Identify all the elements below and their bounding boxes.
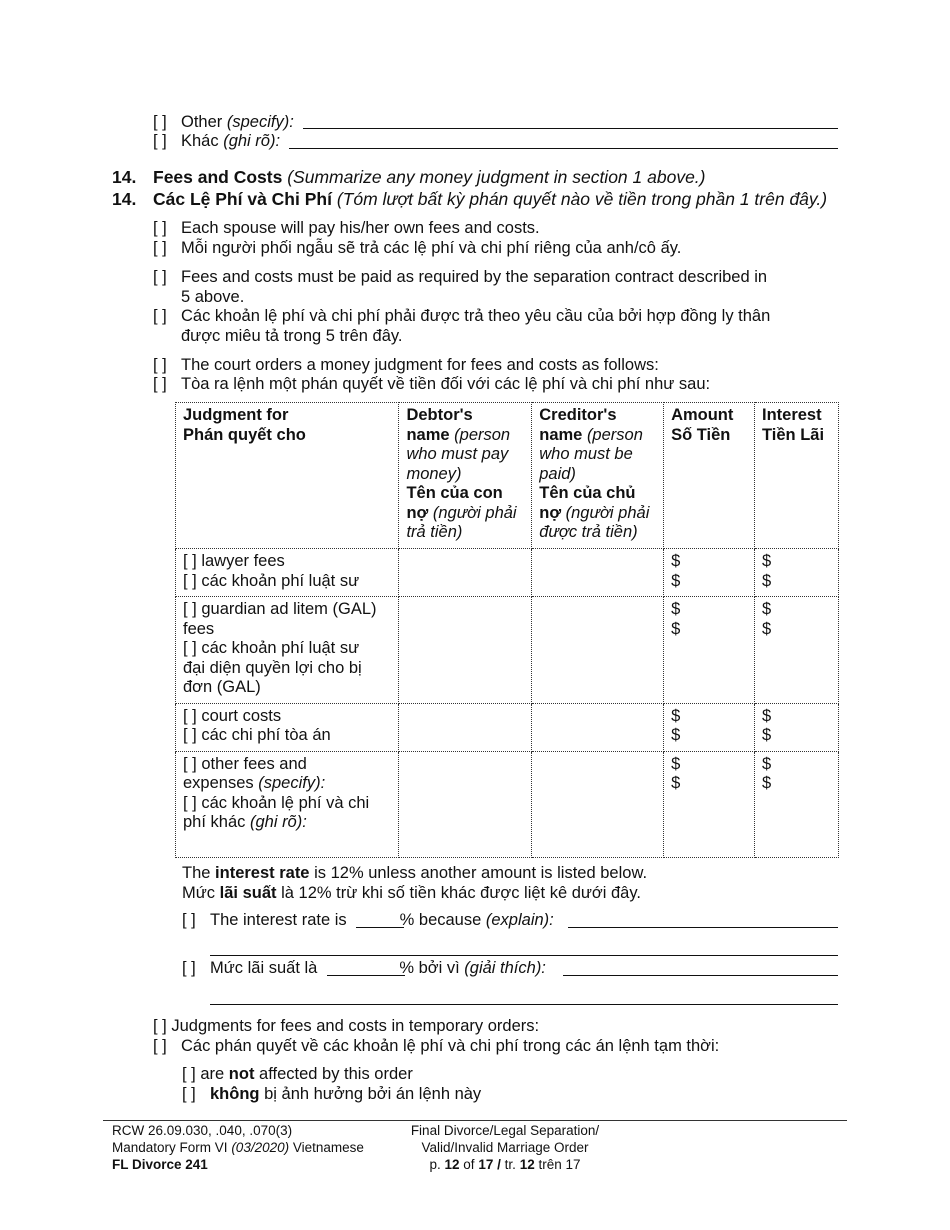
- debtor-cell[interactable]: [399, 703, 532, 751]
- checkbox[interactable]: [ ]: [153, 219, 167, 237]
- interest-cell[interactable]: $ $: [755, 751, 839, 857]
- checkbox[interactable]: [ ]: [153, 113, 167, 131]
- option-own-fees-vi: [ ] Mỗi người phối ngẫu sẽ trả các lệ phí và chi phí riêng của anh/cô ấy.: [153, 239, 682, 257]
- header-interest: Interest Tiền Lãi: [755, 403, 839, 549]
- interest-rate-vi: [ ] Mức lãi suất là % bởi vì (giải thích):: [182, 959, 546, 977]
- other-specify-vi-line[interactable]: [289, 148, 838, 149]
- section-title-vi: Các Lệ Phí và Chi Phí (Tóm lượt bất kỳ phán quyết nào về tiền trong phần 1 trên đây.): [153, 189, 828, 209]
- footer-title-l1: Final Divorce/Legal Separation/: [410, 1123, 600, 1138]
- interest-cell[interactable]: $ $: [755, 549, 839, 597]
- row-gal-fees[interactable]: [ ] guardian ad litem (GAL) fees [ ] các khoản phí luật sư đại diện quyền lợi cho bị đơn (GAL): [176, 597, 399, 704]
- interest-explain-vi-line[interactable]: [563, 975, 838, 976]
- row-lawyer-fees[interactable]: [ ] lawyer fees [ ] các khoản phí luật sư: [176, 549, 399, 597]
- option-money-judgment-en: [ ] The court orders a money judgment for fees and costs as follows:: [153, 356, 659, 374]
- creditor-cell[interactable]: [532, 751, 664, 857]
- debtor-cell[interactable]: [399, 751, 532, 857]
- checkbox[interactable]: [ ]: [182, 1085, 196, 1103]
- checkbox[interactable]: [ ]: [153, 375, 167, 393]
- option-money-judgment-vi: [ ] Tòa ra lệnh một phán quyết về tiền đối với các lệ phí và chi phí như sau:: [153, 375, 711, 393]
- checkbox[interactable]: [ ]: [153, 1037, 167, 1055]
- interest-cell[interactable]: $ $: [755, 597, 839, 704]
- table-row: [176, 597, 839, 704]
- footer-mandatory-form: Mandatory Form VI (03/2020) Vietnamese: [112, 1140, 364, 1155]
- footer-divider: [103, 1120, 847, 1121]
- interest-explain-en-line-2[interactable]: [210, 955, 838, 956]
- header-judgment-for: Judgment for Phán quyết cho: [176, 403, 399, 549]
- other-specify-vi: [ ] Khác (ghi rõ):: [153, 132, 281, 150]
- temporary-orders-vi: [ ] Các phán quyết về các khoản lệ phí và chi phí trong các án lệnh tạm thời:: [153, 1037, 720, 1055]
- row-court-costs[interactable]: [ ] court costs [ ] các chi phí tòa án: [176, 703, 399, 751]
- judgment-table: [175, 402, 839, 858]
- interest-note-en: The interest rate is 12% unless another amount is listed below.: [182, 864, 648, 882]
- temporary-orders-en[interactable]: [ ] Judgments for fees and costs in temporary orders:: [153, 1017, 540, 1035]
- row-other-fees[interactable]: [ ] other fees and expenses (specify): [ ] các khoản lệ phí và chi phí khác (ghi rõ):: [176, 751, 399, 857]
- footer-rcw: RCW 26.09.030, .040, .070(3): [112, 1123, 293, 1138]
- checkbox[interactable]: [ ]: [182, 911, 196, 929]
- header-amount: Amount Số Tiền: [664, 403, 755, 549]
- amount-cell[interactable]: $ $: [664, 597, 755, 704]
- debtor-cell[interactable]: [399, 597, 532, 704]
- other-specify-en: [ ] Other (specify):: [153, 113, 294, 131]
- creditor-cell[interactable]: [532, 703, 664, 751]
- table-header-row: [176, 403, 839, 549]
- table-row: [176, 703, 839, 751]
- option-separation-contract-en: [ ] Fees and costs must be paid as required by the separation contract described in: [153, 268, 768, 286]
- footer-left: [112, 1122, 364, 1173]
- checkbox[interactable]: [ ]: [153, 132, 167, 150]
- header-debtor-name: Debtor's name (person who must pay money) Tên của con nợ (người phải trả tiền): [399, 403, 532, 549]
- interest-rate-en-blank[interactable]: [356, 927, 404, 928]
- interest-explain-en-line[interactable]: [568, 927, 838, 928]
- option-separation-contract-en-l2: 5 above.: [181, 288, 245, 306]
- checkbox[interactable]: [ ]: [153, 239, 167, 257]
- option-own-fees-en: [ ] Each spouse will pay his/her own fees and costs.: [153, 219, 540, 237]
- other-specify-en-line[interactable]: [303, 128, 838, 129]
- option-separation-contract-vi-l2: được miêu tả trong 5 trên đây.: [181, 327, 403, 345]
- interest-note-vi: Mức lãi suất là 12% trừ khi số tiền khác được liệt kê dưới đây.: [182, 884, 641, 902]
- table-row: [176, 751, 839, 857]
- interest-rate-en: [ ] The interest rate is % because (explain):: [182, 911, 554, 929]
- header-creditor-name: Creditor's name (person who must be paid) Tên của chủ nợ (người phải được trả tiền): [532, 403, 664, 549]
- interest-cell[interactable]: $ $: [755, 703, 839, 751]
- checkbox[interactable]: [ ]: [182, 959, 196, 977]
- not-affected-en[interactable]: [ ] are not affected by this order: [182, 1065, 413, 1083]
- checkbox[interactable]: [ ]: [153, 356, 167, 374]
- footer-form-id: FL Divorce 241: [112, 1157, 208, 1172]
- amount-cell[interactable]: $ $: [664, 549, 755, 597]
- checkbox[interactable]: [ ]: [153, 307, 167, 325]
- section-number: 14.: [112, 167, 137, 187]
- amount-cell[interactable]: $ $: [664, 703, 755, 751]
- amount-cell[interactable]: $ $: [664, 751, 755, 857]
- creditor-cell[interactable]: [532, 549, 664, 597]
- not-affected-vi: [ ] không bị ảnh hưởng bởi án lệnh này: [182, 1085, 482, 1103]
- table-row: [176, 549, 839, 597]
- interest-rate-vi-blank[interactable]: [327, 975, 405, 976]
- interest-explain-vi-line-2[interactable]: [210, 1004, 838, 1005]
- option-separation-contract-vi: [ ] Các khoản lệ phí và chi phí phải được trả theo yêu cầu của bởi hợp đồng ly thân: [153, 307, 771, 325]
- section-title-en: Fees and Costs (Summarize any money judgment in section 1 above.): [153, 167, 706, 187]
- footer-center: [380, 1122, 630, 1173]
- footer-title-l2: Valid/Invalid Marriage Order: [421, 1140, 589, 1155]
- section-number-vi: 14.: [112, 189, 137, 209]
- debtor-cell[interactable]: [399, 549, 532, 597]
- footer-page-number: p. 12 of 17 / tr. 12 trên 17: [429, 1157, 581, 1172]
- checkbox[interactable]: [ ]: [153, 268, 167, 286]
- creditor-cell[interactable]: [532, 597, 664, 704]
